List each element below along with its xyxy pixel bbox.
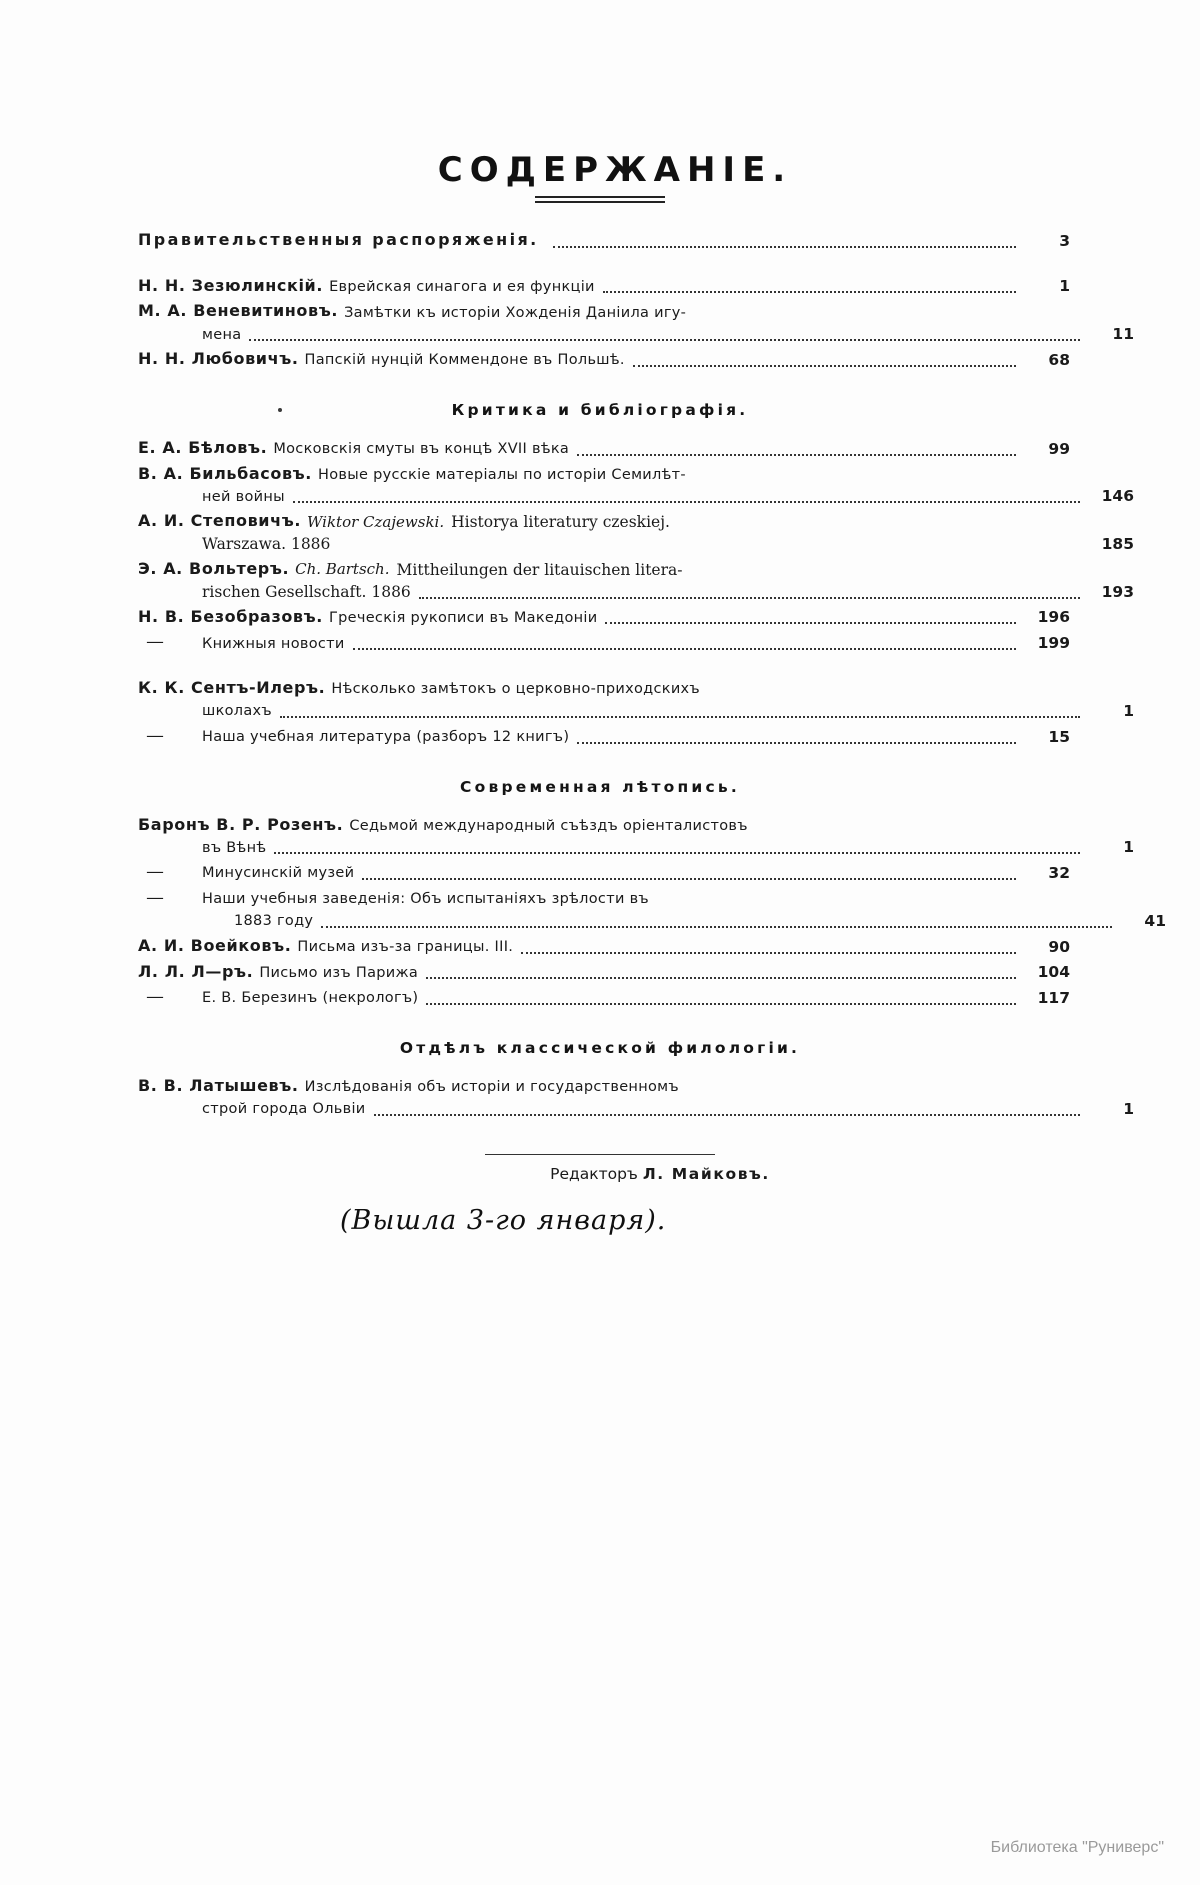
dot-leader [708,695,1016,696]
entry-title: Изслѣдованія объ исторіи и государственномъ [304,1079,679,1096]
section-heading-criticism: Критика и библіографія. [451,400,749,419]
entry-author: Н. Н. Любовичъ. [138,349,299,369]
entry-title-italic: Wiktor Czajewski. [307,512,445,531]
scanned-contents-page [130,150,1166,1470]
entry-same-author-dash: — [147,889,163,907]
page-number: 90 [1048,937,1070,956]
toc-entry-rozen[interactable] [130,814,1134,859]
page-number: 15 [1048,727,1070,746]
dot-leader [426,976,1016,979]
page-number: 3 [1059,231,1070,250]
scan-artifact-dot [278,408,282,412]
dot-leader [419,596,1080,599]
dot-leader [577,453,1016,456]
page-number: 32 [1048,864,1070,883]
toc-entry-volter[interactable] [130,558,1134,603]
entry-same-author-dash: — [147,726,163,744]
entry-author: М. А. Веневитиновъ. [138,301,339,321]
toc-entry-berezin-obituary[interactable] [130,986,1070,1009]
section-heading-chronicle: Современная лѣтопись. [460,777,740,796]
page-number: 104 [1037,963,1070,982]
dot-leader [374,1113,1080,1116]
page-number: 117 [1037,988,1070,1007]
entry-title-cont: строй города Ольвіи [202,1101,366,1118]
toc-entry-bezobrazov[interactable] [130,606,1070,629]
toc-entry-sent-iler[interactable] [130,677,1134,722]
entry-author: А. И. Степовичъ. [138,511,302,531]
toc-entry-latyshev[interactable] [130,1075,1134,1120]
toc-entry-voeykov[interactable] [130,935,1070,958]
entry-author: Баронъ В. Р. Розенъ. [138,814,344,834]
dot-leader [293,500,1080,503]
toc-entry-minusinsk-museum[interactable] [130,861,1070,884]
entry-title-cont: 1883 году [234,913,314,930]
entry-title: Е. В. Березинъ (некрологъ) [202,990,419,1007]
toc-entry-uchebnye-zavedeniya[interactable] [130,887,1166,932]
page-number: 185 [1101,535,1134,554]
library-watermark: Библиотека "Руниверс" [990,1839,1164,1856]
entry-title-latin: Historya literatury czeskiej. [451,513,670,532]
page-number: 199 [1037,634,1070,653]
dot-leader [338,550,1080,551]
toc-entry-letter-paris[interactable] [130,961,1070,984]
entry-author: Н. Н. Зезюлинскій. [138,275,324,295]
entry-title: Еврейская синагога и ея функціи [329,278,595,295]
issue-date-note: (Вышла 3-го января). [340,1204,667,1236]
entry-title: Седьмой международный съѣздъ оріенталистовъ [349,817,748,834]
entry-title-cont: ней войны [202,488,285,505]
entry-same-author-dash: — [147,863,163,881]
entry-title: Наши учебныя заведенія: Объ испытаніяхъ зрѣлости въ [202,891,649,908]
dot-leader [249,338,1080,341]
entry-author: А. И. Воейковъ. [138,935,292,955]
entry-title: Замѣтки къ исторіи Хожденія Даніила игу- [344,304,687,321]
dot-leader [691,576,1017,577]
entry-title: Московскія смуты въ концѣ XVII вѣка [273,441,570,458]
entry-title: Греческія рукописи въ Македоніи [328,609,598,626]
entry-title-cont: мена [202,326,242,343]
section-heading-philology: Отдѣлъ классической филологіи. [399,1038,801,1057]
entry-title: Письмо изъ Парижа [259,964,419,981]
dot-leader [603,290,1016,293]
dot-leader [521,951,1016,954]
entry-author: В. В. Латышевъ. [138,1075,299,1095]
toc-entry-venevitinov[interactable] [130,300,1134,345]
toc-entry-government[interactable] [130,229,1070,252]
dot-leader [362,877,1016,880]
toc-entry-lyubovich[interactable] [130,348,1070,371]
dot-leader [678,528,1016,529]
entry-author: Л. Л. Л—ръ. [138,961,254,981]
entry-title-cont: школахъ [202,703,272,720]
toc-entry-zezyulinskiy[interactable] [130,275,1070,298]
page-number: 196 [1037,608,1070,627]
entry-title-italic: Ch. Bartsch. [295,560,390,579]
dot-leader [321,925,1112,928]
entry-title: Минусинскій музей [202,865,355,882]
page-number: 99 [1048,439,1070,458]
dot-leader [657,905,1016,906]
page-number: 1 [1123,701,1134,720]
dot-leader [553,245,1016,248]
entry-author: В. А. Бильбасовъ. [138,463,312,483]
page-number: 68 [1048,350,1070,369]
page-number: 1 [1123,1099,1134,1118]
entry-title-latin: Mittheilungen der litauischen litera- [396,560,683,579]
entry-author: К. К. Сентъ-Илеръ. [138,678,326,698]
dot-leader [756,831,1016,832]
entry-title: Книжныя новости [202,635,345,652]
dot-leader [426,1002,1016,1005]
toc-entry-stepovich[interactable] [130,510,1134,555]
page-number: 1 [1123,838,1134,857]
entry-author: Э. А. Вольтеръ. [138,559,290,579]
dot-leader [274,851,1080,854]
dot-leader [694,480,1016,481]
toc-entry-uchebnaya-literatura[interactable] [130,725,1070,748]
editor-label: Редакторъ [550,1164,638,1183]
toc-entry-belov[interactable] [130,437,1070,460]
entry-same-author-dash: — [147,988,163,1006]
page-number: 146 [1101,487,1134,506]
dot-leader [353,647,1016,650]
entry-title-cont: rischen Gesellschaft. 1886 [202,582,411,601]
editor-name: Л. Майковъ. [642,1164,770,1183]
editor-line [130,1165,1070,1183]
toc-entry-book-news[interactable] [130,631,1070,654]
dot-leader [605,621,1016,624]
page-number: 1 [1059,277,1070,296]
dot-leader [280,715,1080,718]
toc-entry-bilbasov[interactable] [130,463,1134,508]
entry-title: Наша учебная литература (разборъ 12 книгъ) [202,729,570,746]
section-heading-government: Правительственныя распоряженія. [138,230,539,249]
entry-author: Е. А. Бѣловъ. [138,437,268,457]
page-number: 193 [1101,582,1134,601]
footer-divider [485,1154,715,1155]
page-number: 11 [1112,325,1134,344]
title-divider [535,196,665,203]
dot-leader [687,1093,1016,1094]
entry-author: Н. В. Безобразовъ. [138,606,323,626]
entry-title-cont: Warszawa. 1886 [202,535,331,554]
page-title: СОДЕРЖАНІЕ. [437,150,793,190]
entry-title-cont: въ Вѣнѣ [202,839,267,856]
entry-title: Папскій нунцій Коммендоне въ Польшѣ. [304,352,625,369]
entry-same-author-dash: — [147,633,163,651]
dot-leader [633,364,1016,367]
entry-title: Нѣсколько замѣтокъ о церковно-приходскихъ [331,681,700,698]
dot-leader [577,741,1016,744]
dot-leader [694,318,1016,319]
entry-title: Новые русскіе матеріалы по исторіи Семилѣт- [318,466,686,483]
entry-title: Письма изъ-за границы. III. [297,938,514,955]
page-number: 41 [1144,911,1166,930]
